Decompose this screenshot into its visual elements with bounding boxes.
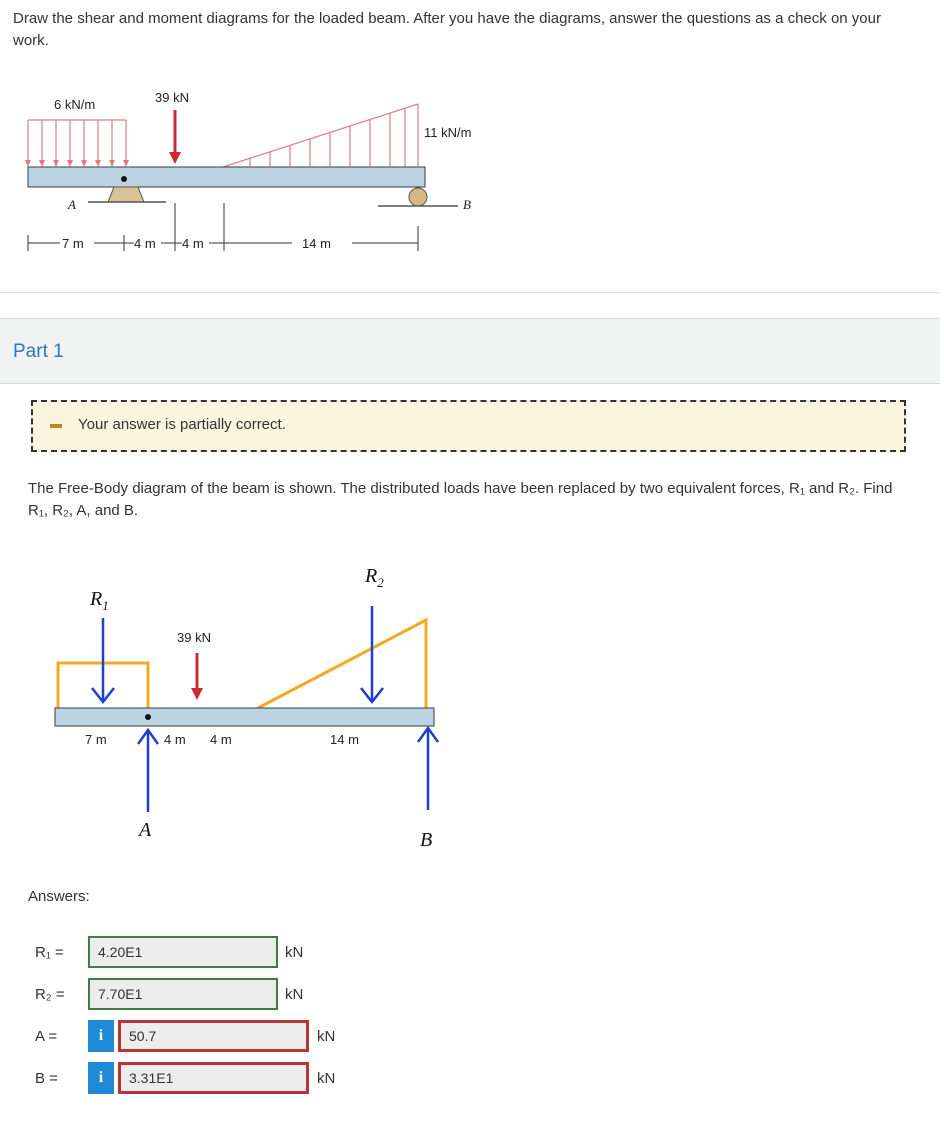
support-b-label: B: [463, 197, 471, 212]
answer-input-a[interactable]: 50.7: [118, 1020, 309, 1052]
r1-label: $R_1$: [90, 588, 109, 613]
dim-14m: 14 m: [302, 236, 331, 251]
info-icon[interactable]: i: [88, 1020, 114, 1052]
status-banner: [31, 400, 906, 452]
fbd-dim-7m: 7 m: [85, 732, 107, 747]
free-body-diagram: [40, 560, 480, 860]
point-load-label: 39 kN: [155, 90, 189, 105]
question-text: The Free-Body diagram of the beam is shown. The distributed loads have been replaced by two equivalent forces, R₁ and R₂. Find R₁, R₂, A, and B.: [28, 480, 893, 519]
support-b: [409, 188, 427, 206]
loaded-beam-figure: [20, 78, 500, 268]
info-icon[interactable]: i: [88, 1062, 114, 1094]
fbd-point-load-label: 39 kN: [177, 630, 211, 645]
answers-heading: Answers:: [28, 888, 90, 905]
status-message: Your answer is partially correct.: [78, 416, 286, 433]
reaction-b-label: B: [420, 829, 433, 851]
answer-label-a: A =: [35, 1028, 58, 1045]
part-header: [0, 318, 940, 384]
triangular-load-arrows: [223, 104, 418, 167]
answer-unit-b: kN: [317, 1070, 336, 1087]
reaction-a-label: A: [139, 819, 152, 841]
answer-input-r2[interactable]: 7.70E1: [88, 978, 278, 1010]
fbd-pin-dot: [145, 714, 151, 720]
answer-input-r1[interactable]: 4.20E1: [88, 936, 278, 968]
problem-statement: Draw the shear and moment diagrams for the loaded beam. After you have the diagrams, answer the questions as a check on your work.: [13, 10, 881, 49]
dimension-line: [28, 203, 418, 251]
dim-7m: 7 m: [62, 236, 84, 251]
fbd-dim-4m-a: 4 m: [164, 732, 186, 747]
equivalent-triangular-load: [258, 620, 426, 708]
beam: [28, 167, 425, 187]
answer-unit-r2: kN: [285, 986, 304, 1003]
part-title: Part 1: [13, 341, 64, 362]
pin-dot: [121, 176, 127, 182]
partial-icon: [50, 424, 62, 428]
fbd-beam: [55, 708, 434, 726]
answer-label-r1: R₁ =: [35, 944, 64, 961]
answer-label-b: B =: [35, 1070, 58, 1087]
fbd-dim-4m-b: 4 m: [210, 732, 232, 747]
left-load-label: 6 kN/m: [54, 97, 96, 112]
divider: [0, 292, 940, 293]
support-a: [108, 187, 144, 202]
dim-4m-b: 4 m: [182, 236, 204, 251]
right-load-label: 11 kN/m: [424, 125, 472, 140]
answer-input-b[interactable]: 3.31E1: [118, 1062, 309, 1094]
dim-4m-a: 4 m: [134, 236, 156, 251]
answer-unit-a: kN: [317, 1028, 336, 1045]
r2-label: $R_2$: [365, 565, 384, 590]
answer-label-r2: R₂ =: [35, 986, 65, 1003]
fbd-dim-14m: 14 m: [330, 732, 359, 747]
answer-unit-r1: kN: [285, 944, 304, 961]
uniform-load-arrows: [28, 120, 126, 162]
support-a-label: A: [68, 197, 76, 212]
